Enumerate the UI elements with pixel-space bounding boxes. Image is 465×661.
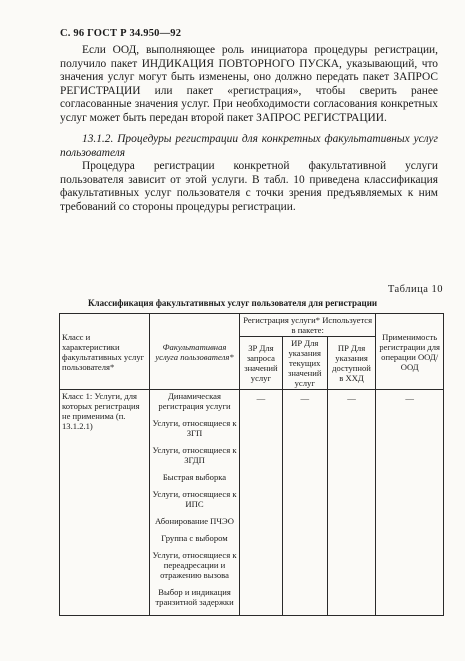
service-item: Быстрая выборка bbox=[162, 472, 227, 482]
zr-cell bbox=[240, 390, 283, 616]
running-head: С. 96 ГОСТ Р 34.950—92 bbox=[60, 28, 182, 39]
service-item: Услуги, относящиеся к ИПС bbox=[152, 489, 237, 509]
applicability-cell bbox=[376, 390, 444, 616]
header-zr: ЗР Для запроса значений услуг bbox=[240, 337, 283, 390]
header-class: Класс и характеристики факультативных услуг пользователя* bbox=[60, 314, 150, 390]
service-item: Выбор и индикация транзитной задержки bbox=[155, 587, 234, 607]
service-item: Абонирование ПЧЭО bbox=[155, 516, 234, 526]
class-cell: Класс 1: Услуги, для которых регистрация не применима (п. 13.1.2.1) bbox=[60, 390, 150, 616]
ir-cell bbox=[282, 390, 327, 616]
section-heading-13-1-2: 13.1.2. Процедуры регистрации для конкретных факультативных услуг пользователя bbox=[60, 133, 438, 159]
table-row bbox=[60, 390, 444, 616]
dash: — bbox=[300, 393, 310, 403]
table-caption: Таблица 10 bbox=[387, 284, 443, 295]
paragraph-procedure: Процедура регистрации конкретной факультативной услуги пользователя зависит от этой услуги. В табл. 10 приведена классификация факультативных услуг пользователя с точки зрения предъявляемых к ним требований со стороны процедуры регистрации. bbox=[60, 160, 438, 213]
table-title: Классификация факультативных услуг пользователя для регистрации bbox=[88, 298, 378, 308]
classification-table bbox=[59, 313, 444, 616]
header-ir: ИР Для указания текущих значений услуг bbox=[282, 337, 327, 390]
dash: — bbox=[347, 393, 356, 403]
service-item: Динамическая регистрация услуги bbox=[158, 391, 231, 411]
pr-cell bbox=[327, 390, 376, 616]
service-item: Услуги, относящиеся к ЗГП bbox=[152, 418, 237, 438]
header-pr: ПР Для указания доступной в ХХД bbox=[327, 337, 376, 390]
header-service: Факультативная услуга пользователя* bbox=[150, 314, 240, 390]
header-applicability: Применимость регистрации для операции ООД/ООД bbox=[376, 314, 444, 390]
dash: — bbox=[256, 393, 266, 403]
header-registration-group: Регистрация услуги* Используется в пакете: bbox=[240, 314, 376, 337]
services-cell bbox=[150, 390, 240, 616]
service-item: Услуги, относящиеся к ЗГДП bbox=[152, 445, 237, 465]
dash: — bbox=[405, 393, 414, 403]
service-item: Услуги, относящиеся к переадресации и отражению вызова bbox=[152, 550, 237, 580]
paragraph-restart: Если ООД, выполняющее роль инициатора процедуры регистрации, получило пакет ИНДИКАЦИЯ ПОВТОРНОГО ПУСКА, указывающий, что значения услуг могут быть изменены, оно должно передать пакет ЗАПРОС РЕГИСТРАЦИИ или пакет «регистрация», чтобы сверить ранее согласованные значения услуг. При необходимости согласования конкретных услуг может быть передан второй пакет ЗАПРОС РЕГИСТРАЦИИ. bbox=[60, 44, 438, 124]
service-item: Группа с выбором bbox=[161, 533, 228, 543]
